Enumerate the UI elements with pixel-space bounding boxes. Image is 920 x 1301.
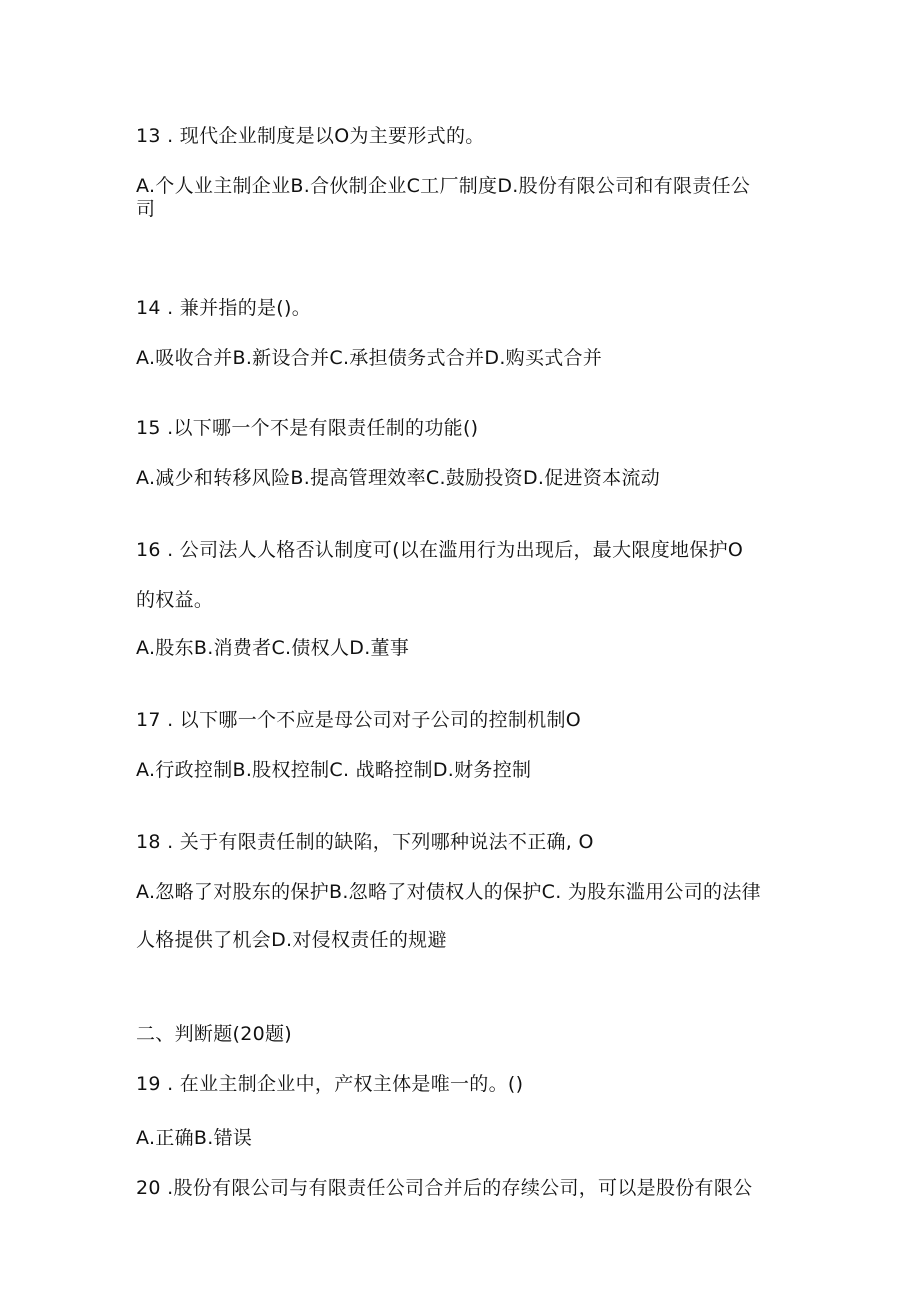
q15-options: A.减少和转移风险B.提高管理效率C.鼓励投资D.促进资本流动 <box>136 467 661 489</box>
q16-stem-line1: 16 . 公司法人人格否认制度可(以在滥用行为出现后，最大限度地保护O <box>136 539 744 561</box>
q19-stem: 19 . 在业主制企业中，产权主体是唯一的。() <box>136 1073 524 1095</box>
q13-stem: 13 . 现代企业制度是以O为主要形式的。 <box>136 125 485 147</box>
q13-options-line2: 司 <box>136 198 156 220</box>
q17-stem: 17 . 以下哪一个不应是母公司对子公司的控制机制O <box>136 709 582 731</box>
q15-stem: 15 .以下哪一个不是有限责任制的功能() <box>136 417 479 439</box>
q14-options: A.吸收合并B.新设合并C.承担债务式合并D.购买式合并 <box>136 347 603 369</box>
q16-stem-line2: 的权益。 <box>136 589 214 611</box>
section2-title: 二、判断题(20题) <box>136 1023 293 1045</box>
q18-stem: 18 . 关于有限责任制的缺陷，下列哪种说法不正确, O <box>136 831 594 853</box>
q13-options-line1: A.个人业主制企业B.合伙制企业C工厂制度D.股份有限公司和有限责任公 <box>136 175 751 197</box>
q14-stem: 14 . 兼并指的是()。 <box>136 297 312 319</box>
q18-options-line2: 人格提供了机会D.对侵权责任的规避 <box>136 929 447 951</box>
q16-options: A.股东B.消费者C.债权人D.董事 <box>136 637 410 659</box>
q18-options-line1: A.忽略了对股东的保护B.忽略了对债权人的保护C. 为股东滥用公司的法律 <box>136 881 761 903</box>
q20-stem: 20 .股份有限公司与有限责任公司合并后的存续公司，可以是股份有限公 <box>136 1177 753 1199</box>
q19-options: A.正确B.错误 <box>136 1127 253 1149</box>
q17-options: A.行政控制B.股权控制C. 战略控制D.财务控制 <box>136 759 532 781</box>
